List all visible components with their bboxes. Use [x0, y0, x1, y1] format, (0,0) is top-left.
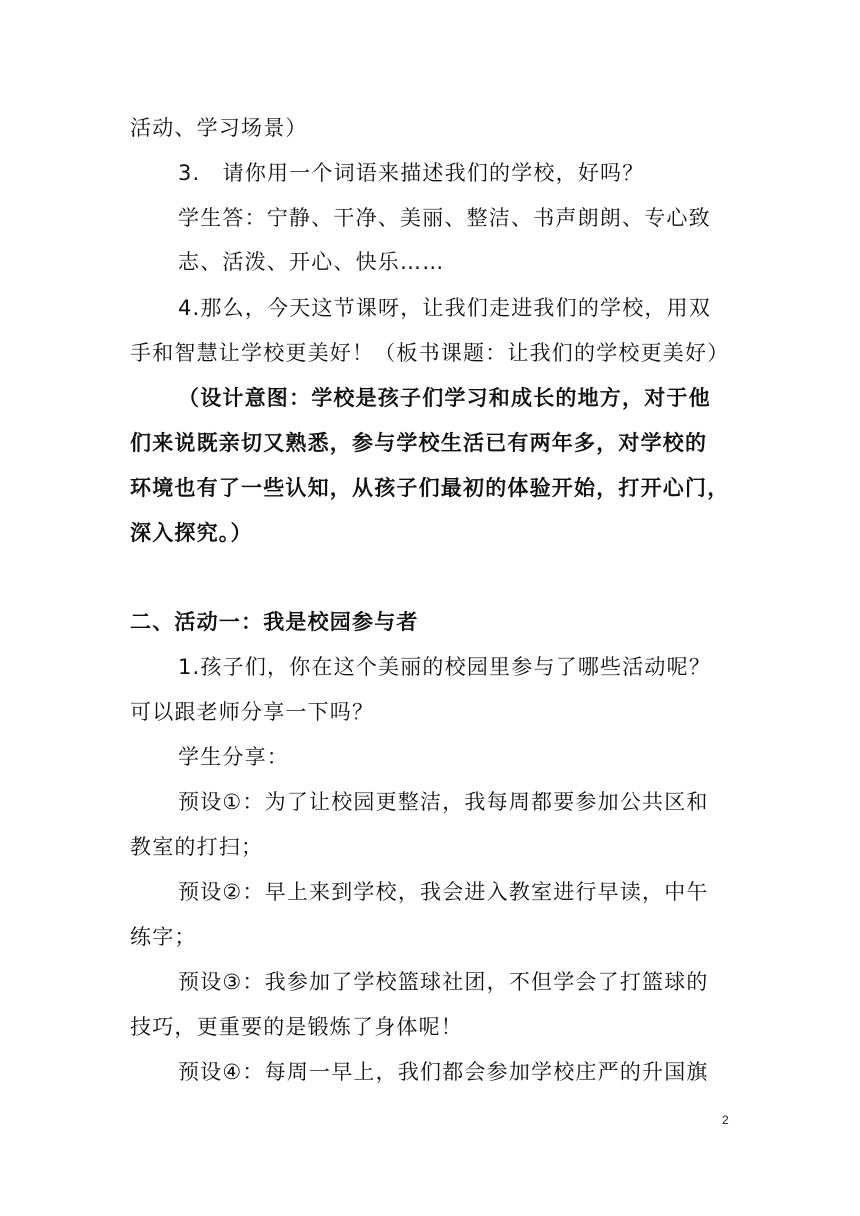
text-line: 可以跟老师分享一下吗？ — [130, 700, 375, 724]
design-intent-line: 们来说既亲切又熟悉，参与学校生活已有两年多，对学校的 — [130, 431, 708, 455]
text-line: 预设②：早上来到学校，我会进入教室进行早读，中午 — [178, 880, 709, 904]
design-intent-line: 深入探究。） — [130, 521, 253, 545]
text-line: 学生答：宁静、干净、美丽、整洁、书声朗朗、专心致 — [178, 206, 711, 230]
text-line: 预设④：每周一早上，我们都会参加学校庄严的升国旗 — [178, 1060, 709, 1084]
design-intent-line: （设计意图：学校是孩子们学习和成长的地方，对于他 — [178, 386, 711, 410]
text-line: 1.孩子们，你在这个美丽的校园里参与了哪些活动呢？ — [178, 655, 712, 679]
text-line: 预设③：我参加了学校篮球社团，不但学会了打篮球的 — [178, 970, 709, 994]
text-line: 预设①：为了让校园更整洁，我每周都要参加公共区和 — [178, 790, 709, 814]
page-number: 2 — [722, 1113, 729, 1127]
text-line: 手和智慧让学校更美好！（板书课题：让我们的学校更美好） — [130, 341, 730, 365]
text-line: 教室的打扫； — [130, 835, 264, 859]
text-line: 活动、学习场景） — [130, 116, 308, 140]
section-heading: 二、活动一：我是校园参与者 — [130, 610, 419, 634]
text-line: 4.那么，今天这节课呀，让我们走进我们的学校，用双 — [178, 296, 712, 320]
text-line: 练字； — [130, 925, 197, 949]
text-line: 技巧，更重要的是锻炼了身体呢！ — [130, 1015, 463, 1039]
text-line: 3. 请你用一个词语来描述我们的学校，好吗？ — [178, 161, 645, 185]
text-line: 志、活泼、开心、快乐…… — [178, 250, 445, 274]
design-intent-line: 环境也有了一些认知，从孩子们最初的体验开始，打开心门， — [130, 476, 730, 500]
text-line: 学生分享： — [178, 745, 289, 769]
